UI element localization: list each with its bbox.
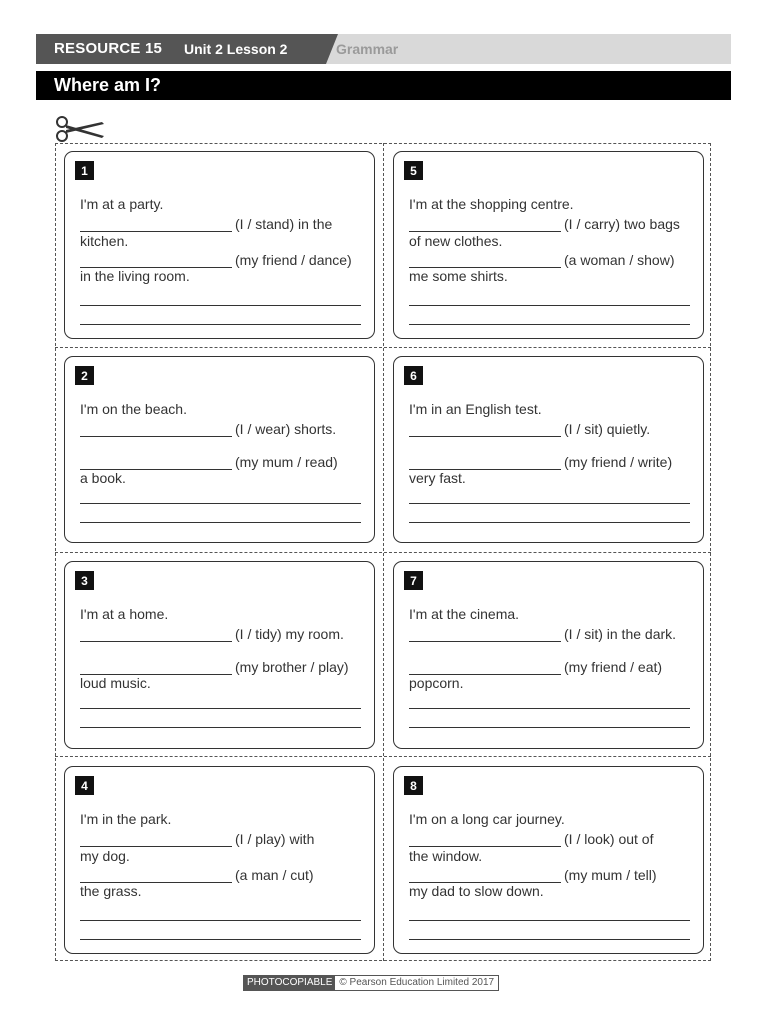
card-hint: (I / wear) shorts. <box>235 421 337 437</box>
card-intro: I'm on the beach. <box>80 401 187 417</box>
answer-line <box>80 503 361 504</box>
scissors-icon <box>54 114 106 144</box>
section-label: Grammar <box>336 41 399 57</box>
answer-blank <box>80 436 232 437</box>
card-hint: (a man / cut) <box>235 867 314 883</box>
answer-line <box>80 939 361 940</box>
card-continuation: the window. <box>409 848 483 864</box>
card-hint: (I / stand) in the <box>235 216 333 232</box>
card-hint: (my mum / tell) <box>564 867 657 883</box>
answer-blank <box>409 846 561 847</box>
card-number: 7 <box>404 571 423 590</box>
card-intro: I'm at the cinema. <box>409 606 520 622</box>
answer-blank <box>409 641 561 642</box>
exercise-card <box>64 151 375 339</box>
card-intro: I'm at a home. <box>80 606 169 622</box>
card-continuation: the grass. <box>80 883 142 899</box>
card-continuation: kitchen. <box>80 233 129 249</box>
card-hint: (my brother / play) <box>235 659 349 675</box>
answer-line <box>409 708 690 709</box>
answer-line <box>409 727 690 728</box>
card-hint: (I / tidy) my room. <box>235 626 344 642</box>
card-continuation: loud music. <box>80 675 151 691</box>
exercise-card <box>64 766 375 954</box>
answer-line <box>409 522 690 523</box>
card-number: 2 <box>75 366 94 385</box>
card-number: 4 <box>75 776 94 795</box>
card-number: 5 <box>404 161 423 180</box>
resource-header <box>36 34 731 64</box>
card-continuation: my dad to slow down. <box>409 883 544 899</box>
card-hint: (my friend / dance) <box>235 252 352 268</box>
cut-line-horizontal <box>55 756 711 757</box>
answer-line <box>80 920 361 921</box>
card-hint: (my friend / eat) <box>564 659 663 675</box>
exercise-card <box>393 356 704 543</box>
resource-label: RESOURCE 15 <box>54 40 163 57</box>
answer-blank <box>80 231 232 232</box>
card-continuation: a book. <box>80 470 126 486</box>
card-continuation: in the living room. <box>80 268 190 284</box>
exercise-card <box>393 151 704 339</box>
answer-blank <box>80 641 232 642</box>
card-hint: (my friend / write) <box>564 454 673 470</box>
card-intro: I'm in an English test. <box>409 401 542 417</box>
card-number: 1 <box>75 161 94 180</box>
card-hint: (I / sit) in the dark. <box>564 626 677 642</box>
card-intro: I'm in the park. <box>80 811 172 827</box>
page-title: Where am I? <box>54 75 162 95</box>
unit-lesson-label: Unit 2 Lesson 2 <box>184 41 288 57</box>
title-bar <box>36 71 731 100</box>
card-hint: (my mum / read) <box>235 454 338 470</box>
card-hint: (I / look) out of <box>564 831 654 847</box>
answer-blank <box>409 436 561 437</box>
cut-line-horizontal <box>55 347 711 348</box>
answer-line <box>409 920 690 921</box>
answer-line <box>409 305 690 306</box>
cut-line-horizontal <box>55 552 711 553</box>
card-continuation: of new clothes. <box>409 233 503 249</box>
exercise-card <box>64 356 375 543</box>
answer-line <box>80 324 361 325</box>
answer-line <box>80 727 361 728</box>
answer-line <box>409 939 690 940</box>
answer-blank <box>409 231 561 232</box>
card-hint: (I / carry) two bags <box>564 216 680 232</box>
answer-line <box>80 522 361 523</box>
card-intro: I'm at a party. <box>80 196 164 212</box>
answer-line <box>80 708 361 709</box>
exercise-card <box>64 561 375 749</box>
card-continuation: my dog. <box>80 848 130 864</box>
footer <box>243 975 499 991</box>
copyright-label: © Pearson Education Limited 2017 <box>339 977 495 988</box>
card-number: 8 <box>404 776 423 795</box>
answer-line <box>409 503 690 504</box>
card-hint: (a woman / show) <box>564 252 675 268</box>
exercise-card <box>393 561 704 749</box>
answer-line <box>80 305 361 306</box>
photocopiable-label: PHOTOCOPIABLE <box>244 976 335 990</box>
card-continuation: me some shirts. <box>409 268 508 284</box>
card-hint: (I / sit) quietly. <box>564 421 651 437</box>
card-intro: I'm on a long car journey. <box>409 811 565 827</box>
card-continuation: very fast. <box>409 470 466 486</box>
card-continuation: popcorn. <box>409 675 464 691</box>
card-number: 3 <box>75 571 94 590</box>
card-number: 6 <box>404 366 423 385</box>
answer-line <box>409 324 690 325</box>
card-hint: (I / play) with <box>235 831 315 847</box>
answer-blank <box>80 846 232 847</box>
card-intro: I'm at the shopping centre. <box>409 196 574 212</box>
exercise-card <box>393 766 704 954</box>
